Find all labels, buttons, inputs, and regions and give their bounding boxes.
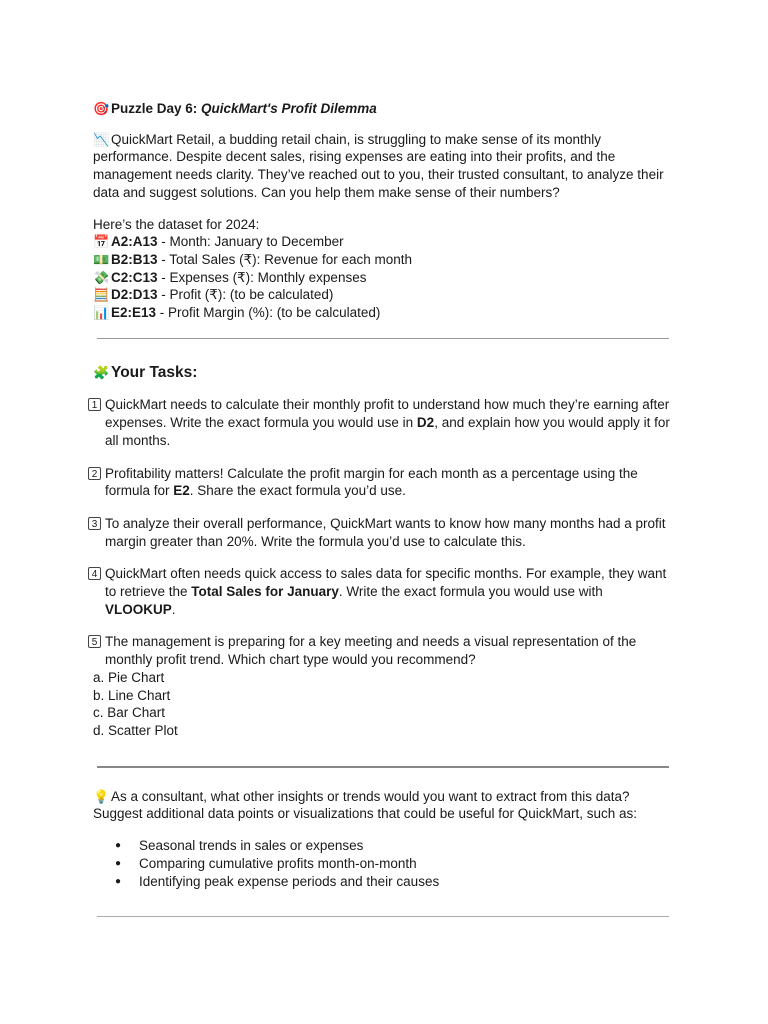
chart-option: b. Line Chart [93, 687, 171, 703]
insight-text: As a consultant, what other insights or trends would you want to extract from this data? Suggest additional data points or visualizations that could be useful for QuickMart, such as: [93, 788, 638, 822]
dataset-row [93, 233, 673, 251]
dataset-row [93, 286, 673, 304]
task-text-part: . Write the exact formula you would use with [338, 584, 603, 600]
insight-list [93, 837, 673, 890]
bar-chart-icon: 📊 [93, 305, 110, 321]
dataset-row [93, 304, 673, 322]
list-item: ● Comparing cumulative profits month-on-month [93, 855, 673, 873]
task-item-2 [93, 465, 673, 500]
dataset-desc: - Expenses (₹): Monthly expenses [157, 269, 367, 285]
dataset-desc: - Profit (₹): (to be calculated) [157, 287, 334, 303]
dataset-range: E2:E13 [111, 305, 157, 321]
list-item: ● Seasonal trends in sales or expenses [93, 837, 673, 855]
keycap-number-icon: 4 [88, 567, 101, 580]
title-name: QuickMart's Profit Dilemma [201, 101, 377, 116]
target-icon: 🎯 [93, 101, 110, 116]
dataset-desc: - Profit Margin (%): (to be calculated) [156, 305, 381, 321]
task-item-1 [93, 396, 673, 449]
task-text-part: , and explain how you would apply it for all months. [105, 415, 670, 448]
list-item: ● Identifying peak expense periods and their causes [93, 873, 673, 891]
task-text-part: The management is preparing for a key meeting and needs a visual representation of the monthly profit trend. Which chart type would you recommend? [105, 634, 637, 668]
document-page [93, 100, 673, 917]
divider [97, 766, 669, 768]
task-text-part: . [171, 601, 176, 617]
intro-paragraph [93, 131, 673, 202]
chart-option: d. Scatter Plot [93, 722, 178, 738]
dataset-desc: - Total Sales (₹): Revenue for each month [157, 251, 412, 267]
task-bold: Total Sales for January [191, 584, 339, 600]
abacus-icon: 🧮 [93, 287, 110, 303]
chart-option: c. Bar Chart [93, 705, 166, 721]
task-bold: VLOOKUP [105, 601, 172, 617]
task-text [93, 465, 673, 500]
task-text [93, 565, 673, 618]
title-prefix: Puzzle Day 6: [111, 101, 202, 116]
dataset-section [93, 216, 673, 322]
tasks-heading [93, 364, 673, 382]
insight-paragraph [93, 788, 673, 823]
intro-text: QuickMart Retail, a budding retail chain, is struggling to make sense of its monthly performance. Despite decent sales, rising expenses are eating into their profits, and the management needs clarity. They’ve reached out to you, their trusted consultant, to analyze their data and suggest solutions. Can you help them make sense of their numbers? [93, 131, 664, 200]
keycap-number-icon: 1 [88, 398, 101, 411]
keycap-number-icon: 3 [88, 517, 101, 530]
task-text [93, 396, 673, 449]
divider [97, 916, 669, 917]
money-icon: 💵 [93, 251, 110, 267]
task-text [93, 515, 673, 550]
dataset-row [93, 251, 673, 269]
light-bulb-icon: 💡 [93, 788, 110, 804]
task-item-4 [93, 565, 673, 618]
task-bold: E2 [173, 483, 190, 499]
keycap-number-icon: 2 [88, 467, 101, 480]
chart-option: a. Pie Chart [93, 669, 165, 685]
calendar-icon: 📅 [93, 234, 110, 250]
dataset-range: A2:A13 [111, 234, 158, 250]
keycap-number-icon: 5 [88, 635, 101, 648]
task-text [93, 633, 673, 668]
task-item-3 [93, 515, 673, 550]
chart-decreasing-icon: 📉 [93, 131, 110, 147]
dataset-range: D2:D13 [111, 287, 158, 303]
dataset-range: C2:C13 [111, 269, 158, 285]
task-text-part: QuickMart often needs quick access to sales data for specific months. For example, they want to retrieve the [105, 566, 667, 600]
dataset-heading: Here’s the dataset for 2024: [93, 216, 260, 232]
page-title [93, 100, 673, 118]
tasks-heading-text: Your Tasks: [111, 363, 198, 381]
task-text-part: . Share the exact formula you’d use. [189, 483, 406, 499]
task-text-part: Profitability matters! Calculate the profit margin for each month as a percentage using the formula for [105, 465, 638, 499]
puzzle-icon: 🧩 [93, 364, 110, 380]
divider [97, 338, 669, 339]
dataset-row [93, 269, 673, 287]
task-text-part: QuickMart needs to calculate their monthly profit to understand how much they’re earning after expenses. Write the exact formula you would use in [105, 397, 670, 431]
dataset-range: B2:B13 [111, 251, 158, 267]
task-item-5 [93, 633, 673, 739]
task-text-part: To analyze their overall performance, QuickMart wants to know how many months had a profit margin greater than 20%. Write the formula you’d use to calculate this. [105, 515, 666, 549]
task-bold: D2 [416, 415, 435, 431]
money-wings-icon: 💸 [93, 269, 110, 285]
dataset-desc: - Month: January to December [157, 234, 344, 250]
